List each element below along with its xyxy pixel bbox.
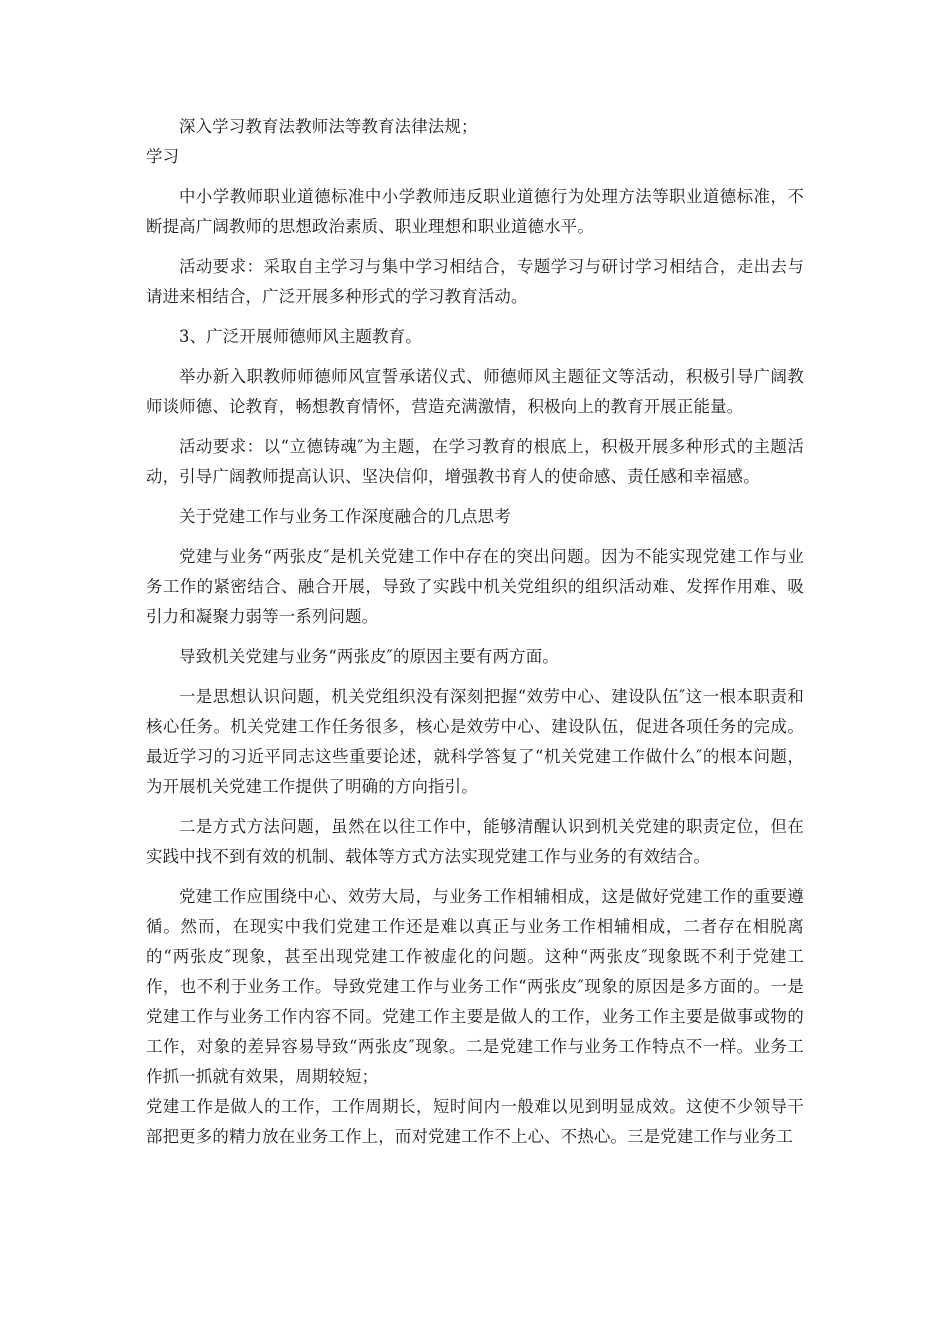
paragraph: 深入学习教育法教师法等教育法律法规； — [179, 117, 478, 136]
paragraph: 学习 — [146, 147, 180, 166]
paragraph: 活动要求：采取自主学习与集中学习相结合，专题学习与研讨学习相结合，走出去与请进来相结合，广泛开展多种形式的学习教育活动。 — [146, 257, 804, 306]
section-heading: 3、广泛开展师德师风主题教育。 — [179, 327, 422, 346]
paragraph: 二是方式方法问题，虽然在以往工作中，能够清醒认识到机关党建的职责定位，但在实践中找不到有效的机制、载体等方式方法实现党建工作与业务的有效结合。 — [146, 817, 804, 866]
paragraph: 党建与业务“两张皮″是机关党建工作中存在的突出问题。因为不能实现党建工作与业务工作的紧密结合、融合开展，导致了实践中机关党组织的组织活动难、发挥作用难、吸引力和凝聚力弱等一系列问题。 — [146, 547, 804, 626]
paragraph: 党建工作应围绕中心、效劳大局，与业务工作相辅相成，这是做好党建工作的重要遵循。然而，在现实中我们党建工作还是难以真正与业务工作相辅相成，二者存在相脱离的“两张皮″现象，甚至出现党建工作被虚化的问题。这种“两张皮″现象既不利于党建工作，也不利于业务工作。导致党建工作与业务工作“两张皮″现象的原因是多方面的。一是党建工作与业务工作内容不同。党建工作主要是做人的工作，业务工作主要是做事或物的工作，对象的差异容易导致“两张皮″现象。二是党建工作与业务工作特点不一样。业务工作抓一抓就有效果，周期较短； — [146, 887, 804, 1086]
paragraph: 党建工作是做人的工作，工作周期长，短时间内一般难以见到明显成效。这使不少领导干部把更多的精力放在业务工作上，而对党建工作不上心、不热心。三是党建工作与业务工 — [146, 1097, 804, 1146]
article-title: 关于党建工作与业务工作深度融合的几点思考 — [179, 507, 511, 526]
paragraph: 举办新入职教师师德师风宣誓承诺仪式、师德师风主题征文等活动，积极引导广阔教师谈师德、论教育，畅想教育情怀，营造充满激情，积极向上的教育开展正能量。 — [146, 367, 804, 416]
paragraph: 一是思想认识问题，机关党组织没有深刻把握“效劳中心、建设队伍″这一根本职责和核心任务。机关党建工作任务很多，核心是效劳中心、建设队伍，促进各项任务的完成。最近学习的习近平同志这些重要论述，就科学答复了“机关党建工作做什么″的根本问题，为开展机关党建工作提供了明确的方向指引。 — [146, 687, 804, 796]
paragraph: 中小学教师职业道德标准中小学教师违反职业道德行为处理方法等职业道德标准，不断提高广阔教师的思想政治素质、职业理想和职业道德水平。 — [146, 187, 804, 236]
paragraph: 导致机关党建与业务“两张皮″的原因主要有两方面。 — [179, 647, 559, 666]
document-body — [146, 112, 804, 1152]
paragraph: 活动要求：以“立德铸魂″为主题，在学习教育的根底上，积极开展多种形式的主题活动，引导广阔教师提高认识、坚决信仰，增强教书育人的使命感、责任感和幸福感。 — [146, 437, 804, 486]
